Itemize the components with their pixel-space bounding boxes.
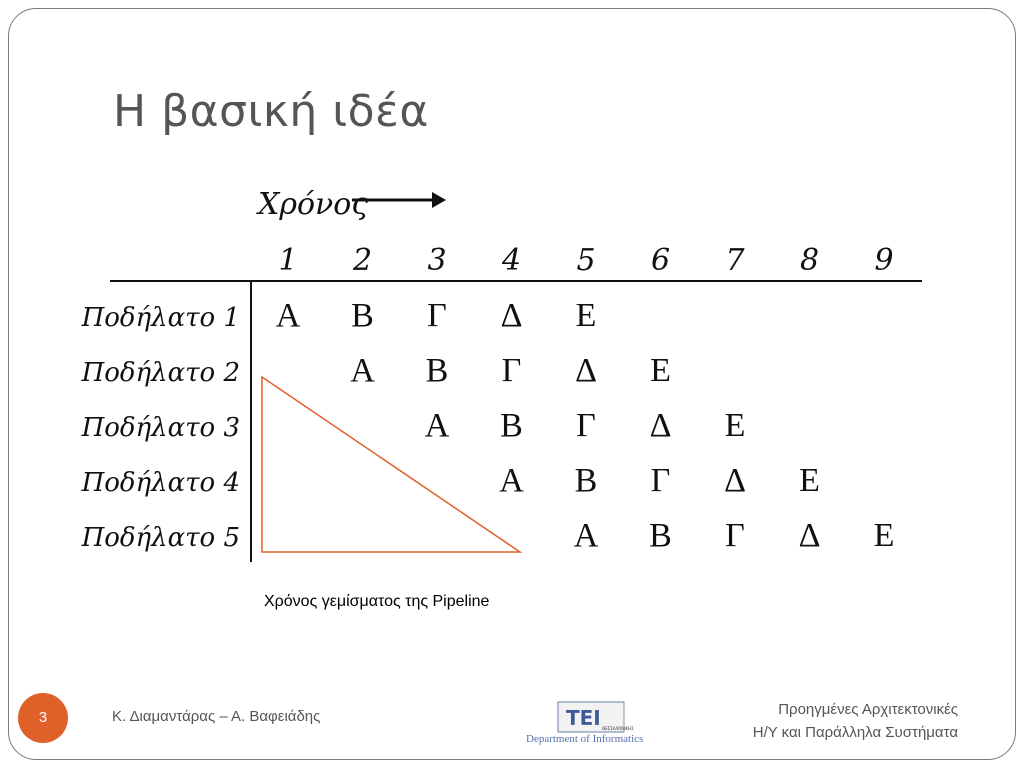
page-number-badge: 3: [18, 693, 68, 743]
stage-cell: Γ: [650, 462, 671, 499]
page-title: Η βασική ιδέα: [113, 86, 429, 137]
time-step-9: 9: [874, 243, 894, 278]
authors: Κ. Διαμαντάρας – Α. Βαφειάδης: [112, 708, 321, 725]
stage-cell: Α: [424, 407, 450, 444]
stage-cell: Ε: [873, 517, 895, 554]
stage-cell: Ε: [724, 407, 746, 444]
department-logo: [522, 698, 682, 746]
stage-cell: Α: [499, 462, 524, 499]
time-step-1: 1: [278, 243, 298, 278]
stage-cell: Β: [649, 517, 672, 554]
time-step-2: 2: [352, 243, 373, 278]
fill-time-triangle: [262, 377, 520, 552]
time-step-7: 7: [725, 243, 745, 278]
stage-cell: Δ: [500, 297, 523, 334]
logo-sub: ΘΕΣΣΑΛΟΝΙΚΗΣ: [602, 726, 634, 731]
course-line-2: Η/Υ και Παράλληλα Συστήματα: [752, 724, 958, 741]
time-step-8: 8: [799, 243, 820, 278]
stage-cell: Β: [574, 462, 598, 499]
stage-cell: Ε: [650, 352, 671, 389]
row-label-5: Ποδήλατο 5: [81, 523, 240, 553]
stage-cell: Ε: [799, 462, 820, 499]
stage-cell: Δ: [798, 517, 821, 554]
fill-caption: Χρόνος γεμίσματος της Pipeline: [264, 593, 490, 610]
time-step-3: 3: [427, 243, 447, 278]
stage-cell: Δ: [575, 352, 597, 389]
stage-cell: Ε: [575, 297, 597, 334]
stage-cell: Γ: [725, 517, 745, 554]
time-step-4: 4: [501, 243, 522, 278]
stage-cell: Β: [351, 297, 374, 334]
stage-cell: Β: [425, 352, 449, 389]
stage-cells: [276, 297, 895, 554]
time-step-5: 5: [576, 243, 596, 278]
logo-text: Department of Informatics: [526, 733, 644, 745]
stage-cell: Β: [500, 407, 523, 444]
row-label-2: Ποδήλατο 2: [81, 358, 240, 388]
logo-mark: ΤΕΙ: [566, 706, 601, 730]
row-label-3: Ποδήλατο 3: [81, 413, 240, 443]
stage-cell: Α: [573, 517, 599, 554]
stage-cell: Γ: [427, 297, 447, 334]
row-label-4: Ποδήλατο 4: [81, 468, 240, 498]
course-line-1: Προηγμένες Αρχιτεκτονικές: [778, 701, 958, 718]
stage-cell: Γ: [576, 407, 596, 444]
stage-cell: Γ: [501, 352, 522, 389]
stage-cell: Δ: [649, 407, 672, 444]
course-title: [753, 698, 958, 744]
time-step-6: 6: [650, 243, 671, 278]
time-label: Χρόνος: [258, 187, 369, 222]
row-label-1: Ποδήλατο 1: [81, 303, 240, 333]
time-steps: [278, 243, 893, 278]
stage-cell: Α: [275, 297, 301, 334]
stage-cell: Α: [350, 352, 375, 389]
stage-cell: Δ: [724, 462, 746, 499]
row-labels: [81, 303, 240, 553]
